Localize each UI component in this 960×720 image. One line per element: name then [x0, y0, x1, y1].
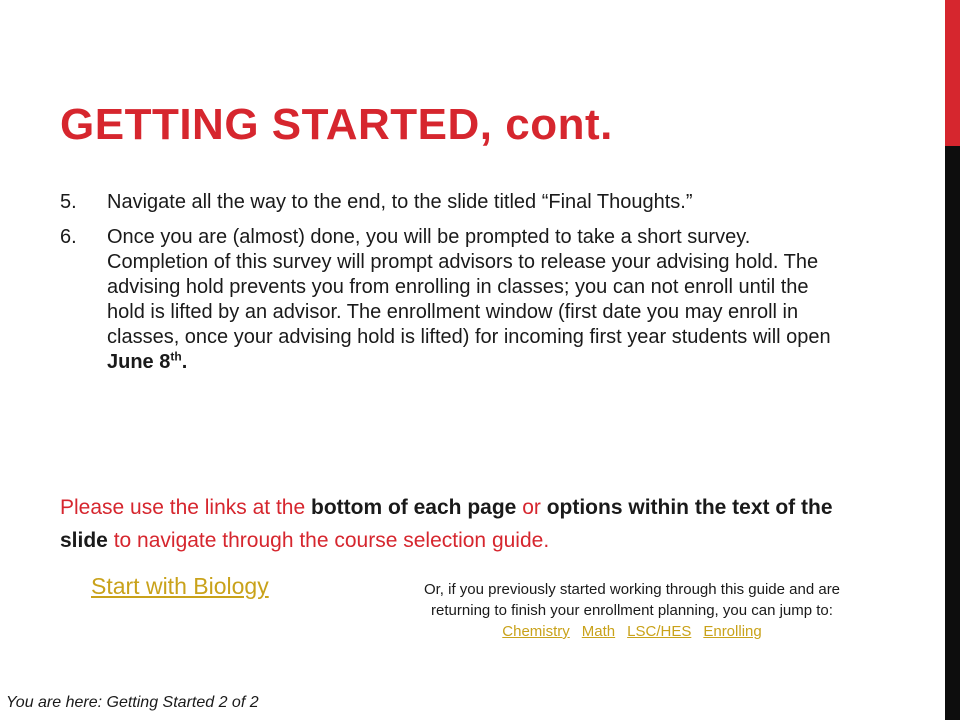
enrollment-date: June 8th.	[107, 349, 188, 373]
location-footer: You are here: Getting Started 2 of 2	[6, 694, 259, 711]
start-with-biology-link[interactable]: Start with Biology	[91, 573, 269, 599]
slide-title: GETTING STARTED, cont.	[60, 100, 613, 149]
math-link[interactable]: Math	[581, 623, 616, 640]
navigation-instructions: Please use the links at the bottom of each page or options within the text of the slide to navigate through the course selection guide.	[60, 496, 833, 552]
step-5	[60, 190, 840, 215]
step-text: Navigate all the way to the end, to the slide titled “Final Thoughts.”	[107, 191, 693, 213]
chemistry-link[interactable]: Chemistry	[502, 623, 570, 640]
lsc-hes-link[interactable]: LSC/HES	[627, 623, 692, 640]
jump-to-section	[396, 579, 868, 642]
step-text	[107, 225, 840, 375]
jump-intro-text: Or, if you previously started working through this guide and are returning to finish your enrollment planning, you can jump to:	[423, 581, 841, 619]
step-number: 6.	[60, 226, 77, 248]
step-text-body: Once you are (almost) done, you will be prompted to take a short survey. Completion of this survey will prompt advisors to release your advising hold. The advising hold prevents you from enrolling in classes; you can not enroll until the hold is lifted by an advisor. The enrollment window (first date you may enroll in classes, once your advising hold is lifted) for incoming first year students will open	[107, 226, 831, 348]
enrolling-link[interactable]: Enrolling	[703, 623, 762, 640]
side-accent-bar-red	[945, 0, 960, 146]
step-6	[60, 225, 840, 375]
steps-list	[60, 190, 840, 385]
side-accent-bar-black	[945, 146, 960, 720]
step-number: 5.	[60, 191, 77, 213]
